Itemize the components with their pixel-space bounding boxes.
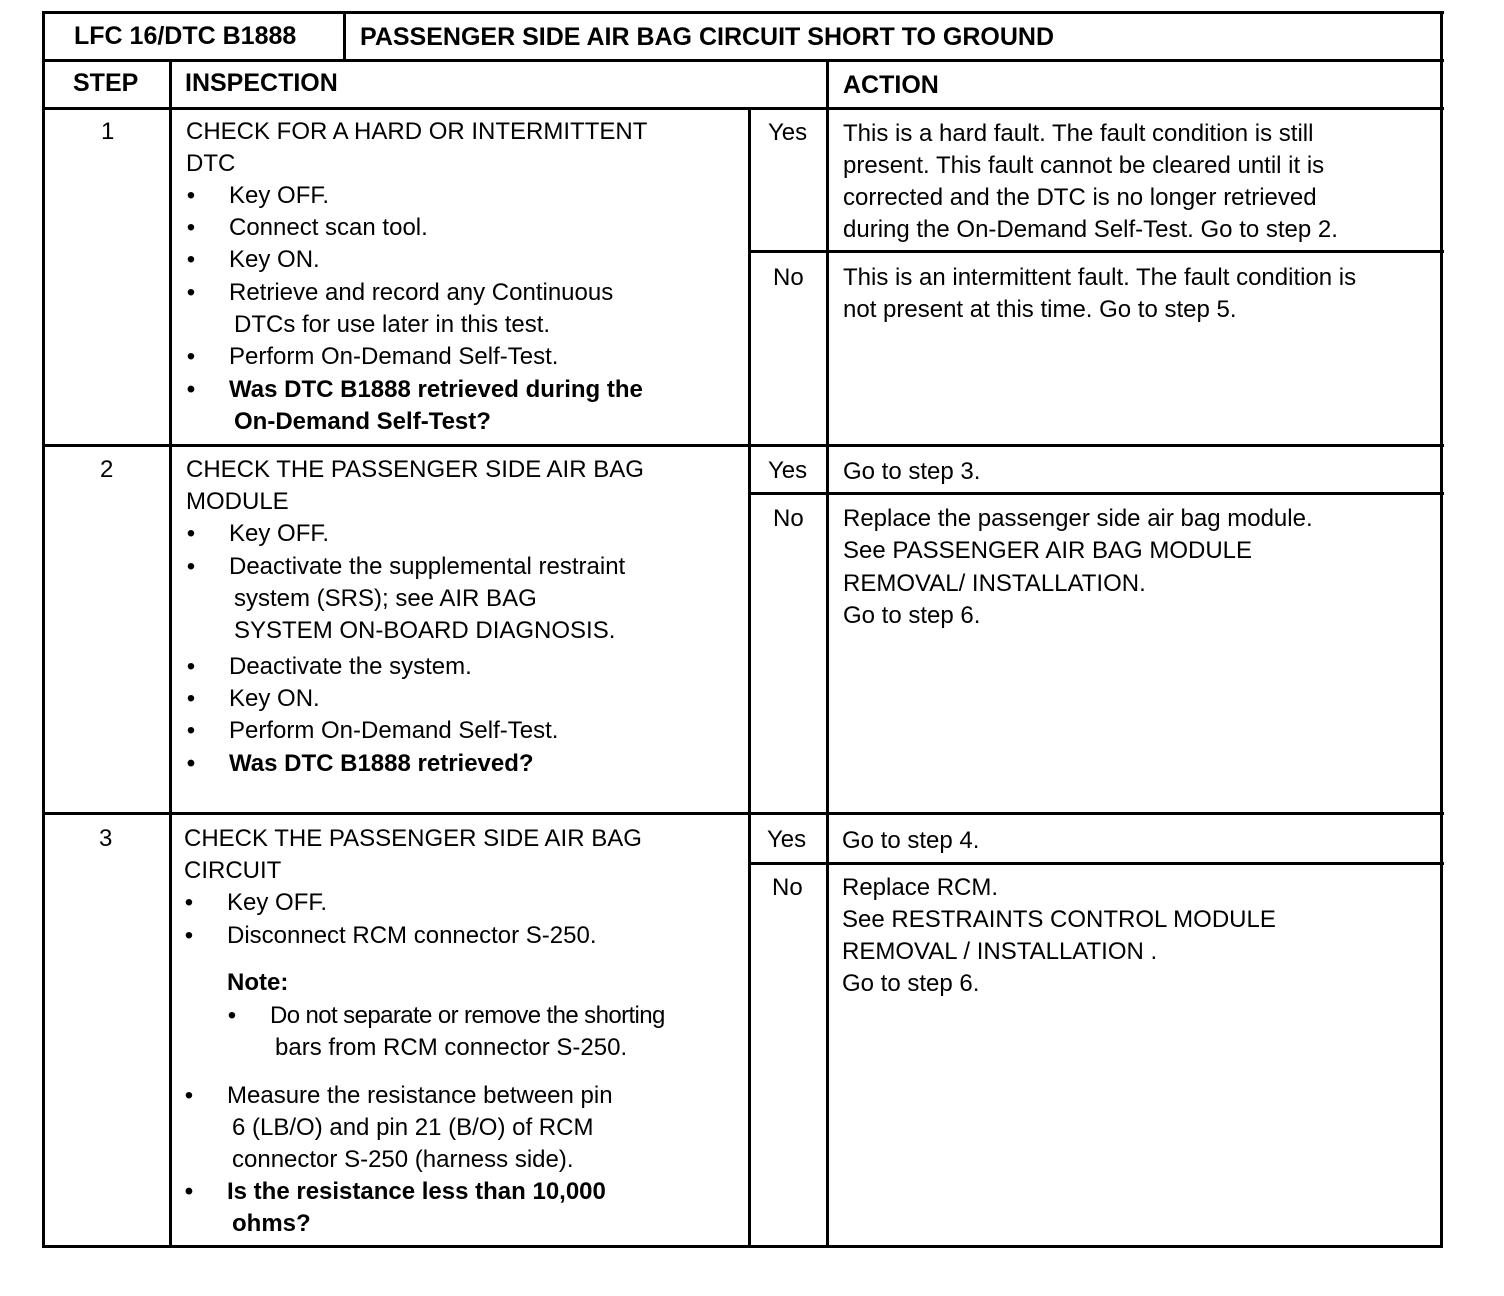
step-heading-line: CIRCUIT bbox=[184, 857, 282, 884]
bullet-icon: • bbox=[184, 889, 194, 916]
action-line: corrected and the DTC is no longer retrieved bbox=[843, 184, 1317, 211]
step-heading-line: CHECK FOR A HARD OR INTERMITTENT bbox=[186, 118, 648, 145]
column-header-step: STEP bbox=[73, 69, 139, 97]
action-line: Go to step 6. bbox=[843, 602, 981, 629]
document-page: LFC 16/DTC B1888 PASSENGER SIDE AIR BAG CIRCUIT SHORT TO GROUND STEP INSPECTION ACTION 1 CHECK FOR A HARD OR INTERMITTENT DTC • Key OFF. • Connect scan tool. • Key ON. • Retrieve and record any Continuous DTCs for use later in this test. • Perform On-Demand Self-Test. • Was DTC B1888 retrieved during the On-Demand Self-Test? Yes This is a hard fault. The fault condition is still present. This fault cannot be cleared until it is corrected and the DTC is no longer retrieved during the On-Demand Self-Test. Go to step 2. No This is an intermittent fault. The fault condition is not present at this time. Go to step 5. 2 CHECK THE PASSENGER SIDE AIR BAG MODULE • Key OFF. • Deactivate the supplemental restraint system (SRS); see AIR BAG SYSTEM ON-BOARD DIAGNOSIS. • Deactivate the system. • Key ON. • Perform On-Demand Self-Test. • Was DTC B1888 retrieved? Yes Go to step 3. No Replace the passenger side air bag module. See PASSENGER AIR BAG MODULE REMOVAL/ INSTALLATION. Go to step 6. 3 CHECK THE PASSENGER SIDE AIR BAG CIRCUIT • Key OFF. • Disconnect RCM connector S-250. Note: • Do not separate or remove the shorting bars from RCM connector S-250. • Measure the resistance between pin 6 (LB/O) and pin 21 (B/O) of RCM connector S-250 (harness side). • Is the resistance less than 10,000 ohms? Yes Go to step 4. No Replace RCM. See RESTRAINTS CONTROL MODULE REMOVAL / INSTALLATION . Go to step 6. bbox=[0, 0, 1504, 1296]
bullet-icon: • bbox=[186, 653, 196, 680]
bullet-icon: • bbox=[186, 182, 196, 209]
step-heading-line: MODULE bbox=[186, 488, 289, 515]
yes-label: Yes bbox=[768, 457, 808, 484]
bullet-icon: • bbox=[186, 553, 196, 580]
list-item-continuation: DTCs for use later in this test. bbox=[234, 311, 551, 338]
list-item-continuation: connector S-250 (harness side). bbox=[232, 1146, 574, 1173]
bullet-icon: • bbox=[184, 1082, 194, 1109]
action-line: REMOVAL/ INSTALLATION. bbox=[843, 570, 1146, 597]
action-line: REMOVAL / INSTALLATION . bbox=[842, 938, 1158, 965]
step-heading-line: CHECK THE PASSENGER SIDE AIR BAG bbox=[186, 456, 644, 483]
bullet-icon: • bbox=[186, 717, 196, 744]
bullet-icon: • bbox=[186, 343, 196, 370]
action-line: Go to step 4. bbox=[842, 827, 980, 854]
list-item-continuation: system (SRS); see AIR BAG bbox=[234, 585, 537, 612]
dtc-code: LFC 16/DTC B1888 bbox=[74, 22, 297, 50]
yes-label: Yes bbox=[768, 119, 808, 146]
yes-label: Yes bbox=[767, 826, 807, 853]
list-item-continuation: 6 (LB/O) and pin 21 (B/O) of RCM bbox=[232, 1114, 594, 1141]
bullet-icon: • bbox=[227, 1002, 237, 1029]
column-header-action: ACTION bbox=[843, 71, 939, 99]
no-label: No bbox=[772, 874, 803, 901]
column-header-inspection: INSPECTION bbox=[185, 69, 338, 97]
bullet-icon: • bbox=[186, 246, 196, 273]
list-item-continuation: SYSTEM ON-BOARD DIAGNOSIS. bbox=[234, 617, 616, 644]
action-line: Go to step 3. bbox=[843, 458, 981, 485]
list-item-continuation: On-Demand Self-Test? bbox=[234, 408, 491, 435]
action-line: Go to step 6. bbox=[842, 970, 980, 997]
note-label: Note: bbox=[227, 969, 289, 996]
bullet-icon: • bbox=[186, 376, 196, 403]
bullet-icon: • bbox=[184, 1178, 194, 1205]
action-line: not present at this time. Go to step 5. bbox=[843, 296, 1237, 323]
action-line: This is a hard fault. The fault condition is still bbox=[843, 120, 1314, 147]
action-line: See RESTRAINTS CONTROL MODULE bbox=[842, 906, 1276, 933]
bullet-icon: • bbox=[186, 520, 196, 547]
no-label: No bbox=[773, 505, 804, 532]
step-heading-line: CHECK THE PASSENGER SIDE AIR BAG bbox=[184, 825, 642, 852]
step-number: 3 bbox=[99, 825, 113, 852]
step-number: 2 bbox=[100, 456, 114, 483]
no-label: No bbox=[773, 264, 804, 291]
bullet-icon: • bbox=[186, 279, 196, 306]
step-heading-line: DTC bbox=[186, 150, 236, 177]
page-title: PASSENGER SIDE AIR BAG CIRCUIT SHORT TO GROUND bbox=[360, 23, 1055, 51]
action-line: See PASSENGER AIR BAG MODULE bbox=[843, 537, 1253, 564]
list-item-continuation: ohms? bbox=[232, 1210, 311, 1237]
action-line: present. This fault cannot be cleared until it is bbox=[843, 152, 1325, 179]
bullet-icon: • bbox=[186, 214, 196, 241]
action-line: This is an intermittent fault. The fault condition is bbox=[843, 264, 1357, 291]
step-number: 1 bbox=[101, 118, 115, 145]
bullet-icon: • bbox=[186, 750, 196, 777]
action-line: Replace RCM. bbox=[842, 874, 999, 901]
bullet-icon: • bbox=[186, 685, 196, 712]
bullet-icon: • bbox=[184, 922, 194, 949]
action-line: during the On-Demand Self-Test. Go to step 2. bbox=[843, 216, 1338, 243]
note-item-continuation: bars from RCM connector S-250. bbox=[275, 1034, 628, 1061]
action-line: Replace the passenger side air bag module. bbox=[843, 505, 1313, 532]
